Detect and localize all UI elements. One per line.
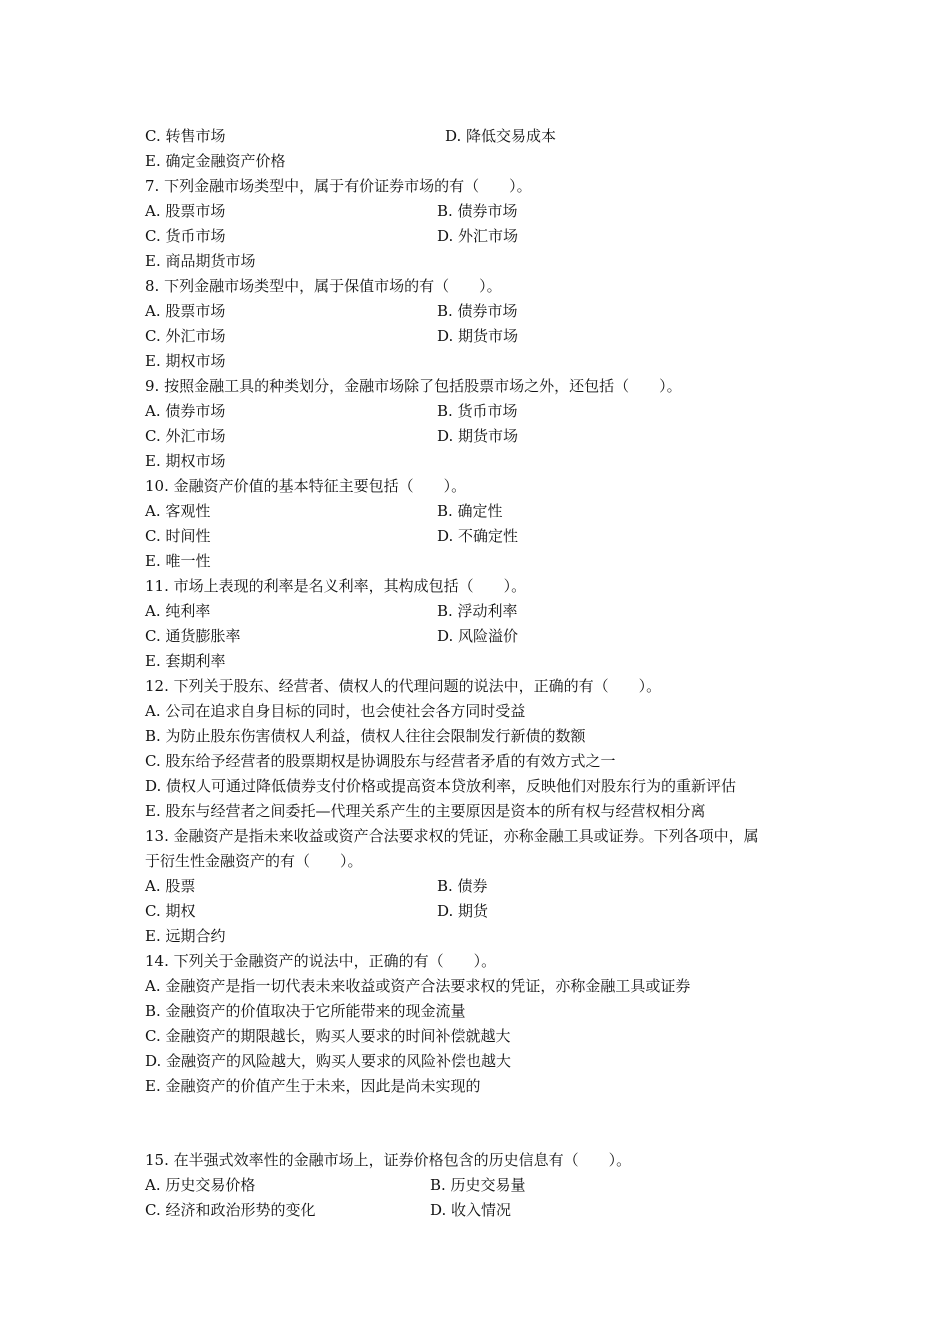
option-line: C. 经济和政治形势的变化 bbox=[145, 1201, 316, 1219]
option-line: B. 债券 bbox=[437, 877, 488, 895]
option-line: C. 通货膨胀率 bbox=[145, 627, 241, 645]
option-line: D. 降低交易成本 bbox=[445, 127, 557, 145]
question-line: 15. 在半强式效率性的金融市场上，证券价格包含的历史信息有（ ）。 bbox=[145, 1151, 632, 1169]
option-line: E. 确定金融资产价格 bbox=[145, 152, 286, 170]
option-line: A. 纯利率 bbox=[145, 602, 211, 620]
option-line: A. 金融资产是指一切代表未来收益或资产合法要求权的凭证，亦称金融工具或证券 bbox=[145, 977, 691, 995]
option-line: C. 货币市场 bbox=[145, 227, 226, 245]
question-line: 7. 下列金融市场类型中，属于有价证券市场的有（ ）。 bbox=[145, 177, 532, 195]
question-line: 14. 下列关于金融资产的说法中，正确的有（ ）。 bbox=[145, 952, 497, 970]
option-line: C. 时间性 bbox=[145, 527, 211, 545]
option-line: E. 商品期货市场 bbox=[145, 252, 256, 270]
option-line: B. 为防止股东伤害债权人利益，债权人往往会限制发行新债的数额 bbox=[145, 727, 586, 745]
option-line: C. 外汇市场 bbox=[145, 427, 226, 445]
option-line: E. 套期利率 bbox=[145, 652, 226, 670]
option-line: D. 期货市场 bbox=[437, 327, 519, 345]
option-line: E. 股东与经营者之间委托—代理关系产生的主要原因是资本的所有权与经营权相分离 bbox=[145, 802, 706, 820]
option-line: E. 唯一性 bbox=[145, 552, 211, 570]
option-line: A. 客观性 bbox=[145, 502, 211, 520]
option-line: D. 期货 bbox=[437, 902, 489, 920]
option-line: B. 历史交易量 bbox=[430, 1176, 526, 1194]
question-line: 9. 按照金融工具的种类划分，金融市场除了包括股票市场之外，还包括（ ）。 bbox=[145, 377, 682, 395]
option-line: A. 债券市场 bbox=[145, 402, 226, 420]
option-line: D. 债权人可通过降低债券支付价格或提高资本贷放利率，反映他们对股东行为的重新评估 bbox=[145, 777, 737, 795]
option-line: A. 股票市场 bbox=[145, 202, 226, 220]
question-line: 12. 下列关于股东、经营者、债权人的代理问题的说法中，正确的有（ ）。 bbox=[145, 677, 662, 695]
option-line: E. 期权市场 bbox=[145, 452, 226, 470]
option-line: B. 浮动利率 bbox=[437, 602, 518, 620]
option-line: D. 外汇市场 bbox=[437, 227, 519, 245]
option-line: D. 金融资产的风险越大，购买人要求的风险补偿也越大 bbox=[145, 1052, 512, 1070]
option-line: D. 期货市场 bbox=[437, 427, 519, 445]
option-line: A. 股票市场 bbox=[145, 302, 226, 320]
option-line: C. 期权 bbox=[145, 902, 196, 920]
option-line: C. 金融资产的期限越长，购买人要求的时间补偿就越大 bbox=[145, 1027, 511, 1045]
option-line: E. 期权市场 bbox=[145, 352, 226, 370]
option-line: A. 公司在追求自身目标的同时，也会使社会各方同时受益 bbox=[145, 702, 526, 720]
option-line: B. 确定性 bbox=[437, 502, 503, 520]
option-line: B. 债券市场 bbox=[437, 302, 518, 320]
option-line: E. 远期合约 bbox=[145, 927, 226, 945]
option-line: B. 金融资产的价值取决于它所能带来的现金流量 bbox=[145, 1002, 466, 1020]
option-line: D. 收入情况 bbox=[430, 1201, 512, 1219]
option-line: D. 不确定性 bbox=[437, 527, 519, 545]
option-line: D. 风险溢价 bbox=[437, 627, 519, 645]
option-line: A. 股票 bbox=[145, 877, 196, 895]
option-line: C. 股东给予经营者的股票期权是协调股东与经营者矛盾的有效方式之一 bbox=[145, 752, 616, 770]
question-line: 10. 金融资产价值的基本特征主要包括（ ）。 bbox=[145, 477, 467, 495]
option-line: A. 历史交易价格 bbox=[145, 1176, 256, 1194]
question-line: 13. 金融资产是指未来收益或资产合法要求权的凭证，亦称金融工具或证券。下列各项中，属 bbox=[145, 827, 759, 845]
option-line: B. 债券市场 bbox=[437, 202, 518, 220]
option-line: E. 金融资产的价值产生于未来，因此是尚未实现的 bbox=[145, 1077, 481, 1095]
option-line: B. 货币市场 bbox=[437, 402, 518, 420]
option-line: C. 转售市场 bbox=[145, 127, 226, 145]
question-line: 8. 下列金融市场类型中，属于保值市场的有（ ）。 bbox=[145, 277, 502, 295]
option-line: C. 外汇市场 bbox=[145, 327, 226, 345]
question-line: 11. 市场上表现的利率是名义利率，其构成包括（ ）。 bbox=[145, 577, 527, 595]
question-line: 于衍生性金融资产的有（ ）。 bbox=[145, 852, 363, 870]
